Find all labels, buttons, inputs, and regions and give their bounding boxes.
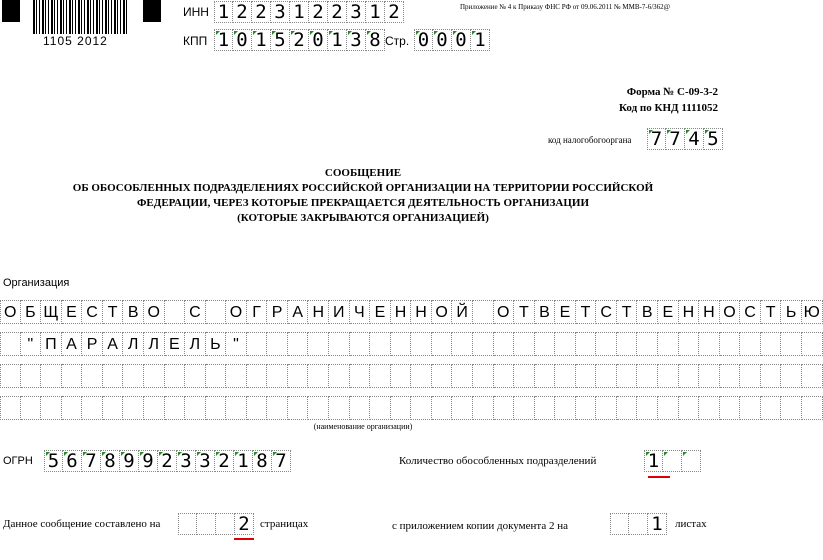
pagescnt-cell[interactable] bbox=[178, 513, 197, 535]
kpp-cell[interactable]: 2 bbox=[290, 29, 309, 51]
org1-cell[interactable] bbox=[658, 332, 679, 356]
ogrn-cell[interactable]: 6 bbox=[63, 450, 82, 472]
inn-cell[interactable]: 2 bbox=[252, 1, 271, 23]
org3-cell[interactable] bbox=[165, 396, 186, 420]
org3-cell[interactable] bbox=[637, 396, 658, 420]
org2-cell[interactable] bbox=[206, 364, 227, 388]
org1-cell[interactable] bbox=[802, 332, 823, 356]
title-line-1: СООБЩЕНИЕ bbox=[324, 167, 402, 179]
org3-cell[interactable] bbox=[781, 396, 802, 420]
org2-cell[interactable] bbox=[555, 364, 576, 388]
org0-cell[interactable]: Б bbox=[21, 300, 42, 324]
pageno-cell[interactable]: 0 bbox=[414, 29, 433, 51]
org2-cell[interactable] bbox=[62, 364, 83, 388]
org1-cell[interactable] bbox=[350, 332, 371, 356]
org1-cell[interactable] bbox=[617, 332, 638, 356]
org3-cell[interactable] bbox=[267, 396, 288, 420]
org1-cell[interactable] bbox=[452, 332, 473, 356]
subdivisions-label: Количество обособленных подразделений bbox=[399, 455, 597, 467]
org3-cell[interactable] bbox=[494, 396, 515, 420]
org0-cell[interactable]: Т bbox=[761, 300, 782, 324]
org3-cell[interactable] bbox=[0, 396, 21, 420]
org2-cell[interactable] bbox=[165, 364, 186, 388]
org3-cell[interactable] bbox=[411, 396, 432, 420]
org3-cell[interactable] bbox=[329, 396, 350, 420]
kpp-cells[interactable] bbox=[214, 29, 385, 51]
attach-cell[interactable] bbox=[629, 513, 648, 535]
subdiv-cell[interactable] bbox=[682, 450, 701, 472]
pagescnt-cell[interactable] bbox=[216, 513, 235, 535]
tax-authority-cells[interactable] bbox=[647, 128, 723, 150]
org3-cell[interactable] bbox=[576, 396, 597, 420]
kpp-cell[interactable]: 0 bbox=[309, 29, 328, 51]
org0-cell[interactable]: Е bbox=[658, 300, 679, 324]
org2-cell[interactable] bbox=[41, 364, 62, 388]
org3-cell[interactable] bbox=[226, 396, 247, 420]
appendix-note: Приложение № 4 к Приказу ФНС РФ от 09.06.2011 № ММВ-7-6/362@ bbox=[460, 3, 671, 11]
org0-cell[interactable] bbox=[165, 300, 186, 324]
org1-cell[interactable] bbox=[576, 332, 597, 356]
org3-cell[interactable] bbox=[288, 396, 309, 420]
org3-cell[interactable] bbox=[391, 396, 412, 420]
org2-cell[interactable] bbox=[391, 364, 412, 388]
inn-cell[interactable]: 2 bbox=[309, 1, 328, 23]
kpp-cell[interactable]: 1 bbox=[252, 29, 271, 51]
kpp-cell[interactable]: 1 bbox=[214, 29, 233, 51]
org2-cell[interactable] bbox=[432, 364, 453, 388]
attachments-label: с приложением копии документа 2 на bbox=[392, 520, 568, 532]
org3-cell[interactable] bbox=[658, 396, 679, 420]
org2-cell[interactable] bbox=[247, 364, 268, 388]
org1-cell[interactable] bbox=[288, 332, 309, 356]
org3-cell[interactable] bbox=[247, 396, 268, 420]
org1-cell[interactable] bbox=[308, 332, 329, 356]
form-number: Форма № С-09-3-2 bbox=[626, 86, 718, 98]
org3-cell[interactable] bbox=[370, 396, 391, 420]
ogrn-cell[interactable]: 8 bbox=[101, 450, 120, 472]
org2-cell[interactable] bbox=[0, 364, 21, 388]
tax-cell[interactable]: 5 bbox=[704, 128, 723, 150]
org3-cell[interactable] bbox=[514, 396, 535, 420]
org0-cell[interactable]: Т bbox=[514, 300, 535, 324]
org2-cell[interactable] bbox=[185, 364, 206, 388]
form-ids bbox=[619, 84, 718, 116]
kpp-cell[interactable]: 5 bbox=[271, 29, 290, 51]
title-line-2: ОБ ОБОСОБЛЕННЫХ ПОДРАЗДЕЛЕНИЯХ РОССИЙСКОЙ ОРГАНИЗАЦИИ НА ТЕРРИТОРИИ РОССИЙСКОЙ bbox=[72, 182, 654, 194]
org2-cell[interactable] bbox=[535, 364, 556, 388]
org0-cell[interactable]: О bbox=[494, 300, 515, 324]
pages-label: Данное сообщение составлено на bbox=[3, 518, 161, 530]
org2-cell[interactable] bbox=[144, 364, 165, 388]
document-title bbox=[0, 166, 726, 226]
subdiv-cell[interactable] bbox=[663, 450, 682, 472]
org0-cell[interactable]: Г bbox=[247, 300, 268, 324]
org3-cell[interactable] bbox=[144, 396, 165, 420]
inn-cell[interactable]: 3 bbox=[347, 1, 366, 23]
inn-cell[interactable]: 1 bbox=[290, 1, 309, 23]
org2-cell[interactable] bbox=[411, 364, 432, 388]
barcode bbox=[33, 0, 129, 48]
pagescnt-cell[interactable]: 2 bbox=[235, 513, 254, 535]
org0-cell[interactable]: О bbox=[720, 300, 741, 324]
org3-cell[interactable] bbox=[308, 396, 329, 420]
org0-cell[interactable]: О bbox=[432, 300, 453, 324]
org0-cell[interactable]: Щ bbox=[41, 300, 62, 324]
ogrn-cell[interactable]: 7 bbox=[82, 450, 101, 472]
org2-cell[interactable] bbox=[452, 364, 473, 388]
ogrn-cell[interactable]: 2 bbox=[158, 450, 177, 472]
org3-cell[interactable] bbox=[679, 396, 700, 420]
attach-cell[interactable] bbox=[610, 513, 629, 535]
org0-cell[interactable] bbox=[206, 300, 227, 324]
inn-cell[interactable]: 2 bbox=[385, 1, 404, 23]
org2-cell[interactable] bbox=[514, 364, 535, 388]
kpp-cell[interactable]: 8 bbox=[366, 29, 385, 51]
org0-cell[interactable]: Н bbox=[308, 300, 329, 324]
org1-cell[interactable] bbox=[247, 332, 268, 356]
organization-row-1[interactable] bbox=[0, 300, 823, 324]
org3-cell[interactable] bbox=[720, 396, 741, 420]
org1-cell[interactable]: Е bbox=[165, 332, 186, 356]
org1-cell[interactable] bbox=[432, 332, 453, 356]
org0-cell[interactable]: Н bbox=[411, 300, 432, 324]
org3-cell[interactable] bbox=[617, 396, 638, 420]
org2-cell[interactable] bbox=[658, 364, 679, 388]
org3-cell[interactable] bbox=[555, 396, 576, 420]
org2-cell[interactable] bbox=[637, 364, 658, 388]
pages-underline bbox=[234, 538, 254, 540]
org3-cell[interactable] bbox=[350, 396, 371, 420]
attachments-suffix: листах bbox=[675, 518, 707, 530]
pageno-cell[interactable]: 1 bbox=[471, 29, 490, 51]
org3-cell[interactable] bbox=[535, 396, 556, 420]
org2-cell[interactable] bbox=[82, 364, 103, 388]
ogrn-cell[interactable]: 3 bbox=[196, 450, 215, 472]
org1-cell[interactable]: Л bbox=[123, 332, 144, 356]
organization-caption: (наименование организации) bbox=[313, 422, 413, 431]
tax-cell[interactable]: 4 bbox=[685, 128, 704, 150]
org3-cell[interactable] bbox=[596, 396, 617, 420]
org0-cell[interactable]: Н bbox=[391, 300, 412, 324]
org0-cell[interactable]: Т bbox=[103, 300, 124, 324]
subdivisions-cells[interactable] bbox=[644, 450, 701, 472]
org2-cell[interactable] bbox=[576, 364, 597, 388]
org2-cell[interactable] bbox=[740, 364, 761, 388]
kpp-cell[interactable]: 1 bbox=[328, 29, 347, 51]
organization-label: Организация bbox=[3, 277, 70, 289]
org3-cell[interactable] bbox=[21, 396, 42, 420]
org1-cell[interactable] bbox=[761, 332, 782, 356]
org3-cell[interactable] bbox=[473, 396, 494, 420]
org0-cell[interactable]: Ч bbox=[350, 300, 371, 324]
org3-cell[interactable] bbox=[761, 396, 782, 420]
org3-cell[interactable] bbox=[123, 396, 144, 420]
ogrn-cell[interactable]: 9 bbox=[120, 450, 139, 472]
org1-cell[interactable] bbox=[740, 332, 761, 356]
org1-cell[interactable]: А bbox=[62, 332, 83, 356]
org1-cell[interactable] bbox=[596, 332, 617, 356]
org2-cell[interactable] bbox=[226, 364, 247, 388]
org2-cell[interactable] bbox=[494, 364, 515, 388]
kpp-cell[interactable]: 3 bbox=[347, 29, 366, 51]
org0-cell[interactable] bbox=[473, 300, 494, 324]
subdiv-cell[interactable]: 1 bbox=[644, 450, 663, 472]
org1-cell[interactable] bbox=[267, 332, 288, 356]
ogrn-cell[interactable]: 2 bbox=[215, 450, 234, 472]
ogrn-cell[interactable]: 1 bbox=[234, 450, 253, 472]
organization-row-4[interactable] bbox=[0, 396, 823, 420]
org3-cell[interactable] bbox=[740, 396, 761, 420]
org0-cell[interactable]: В bbox=[535, 300, 556, 324]
inn-cells[interactable] bbox=[214, 1, 404, 23]
ogrn-cell[interactable]: 9 bbox=[139, 450, 158, 472]
org1-cell[interactable] bbox=[370, 332, 391, 356]
org0-cell[interactable]: Е bbox=[62, 300, 83, 324]
org1-cell[interactable]: А bbox=[103, 332, 124, 356]
ogrn-cell[interactable]: 5 bbox=[44, 450, 63, 472]
org1-cell[interactable] bbox=[391, 332, 412, 356]
org2-cell[interactable] bbox=[596, 364, 617, 388]
org0-cell[interactable]: А bbox=[288, 300, 309, 324]
pageno-cell[interactable]: 0 bbox=[433, 29, 452, 51]
org0-cell[interactable]: Т bbox=[576, 300, 597, 324]
org0-cell[interactable]: Е bbox=[370, 300, 391, 324]
org1-cell[interactable] bbox=[473, 332, 494, 356]
org3-cell[interactable] bbox=[82, 396, 103, 420]
org1-cell[interactable] bbox=[637, 332, 658, 356]
ogrn-cells[interactable] bbox=[44, 450, 291, 472]
barcode-bars bbox=[33, 0, 129, 34]
org2-cell[interactable] bbox=[123, 364, 144, 388]
org2-cell[interactable] bbox=[617, 364, 638, 388]
inn-label: ИНН bbox=[183, 5, 209, 19]
org0-cell[interactable]: Й bbox=[452, 300, 473, 324]
org1-cell[interactable] bbox=[555, 332, 576, 356]
org3-cell[interactable] bbox=[802, 396, 823, 420]
inn-cell[interactable]: 2 bbox=[233, 1, 252, 23]
org3-cell[interactable] bbox=[432, 396, 453, 420]
ogrn-cell[interactable]: 3 bbox=[177, 450, 196, 472]
org1-cell[interactable]: " bbox=[226, 332, 247, 356]
org1-cell[interactable] bbox=[781, 332, 802, 356]
corner-marker-right bbox=[143, 0, 161, 22]
org3-cell[interactable] bbox=[206, 396, 227, 420]
org3-cell[interactable] bbox=[41, 396, 62, 420]
org3-cell[interactable] bbox=[699, 396, 720, 420]
org3-cell[interactable] bbox=[62, 396, 83, 420]
org0-cell[interactable]: О bbox=[226, 300, 247, 324]
attachments-cells[interactable] bbox=[610, 513, 667, 535]
org1-cell[interactable] bbox=[329, 332, 350, 356]
subdivisions-underline bbox=[648, 476, 670, 478]
pages-suffix: страницах bbox=[260, 518, 309, 530]
pages-cells[interactable] bbox=[178, 513, 254, 535]
tax-cell[interactable]: 7 bbox=[666, 128, 685, 150]
org1-cell[interactable]: Р bbox=[82, 332, 103, 356]
inn-cell[interactable]: 1 bbox=[366, 1, 385, 23]
org0-cell[interactable]: Е bbox=[555, 300, 576, 324]
pageno-cell[interactable]: 0 bbox=[452, 29, 471, 51]
org2-cell[interactable] bbox=[308, 364, 329, 388]
org0-cell[interactable]: О bbox=[144, 300, 165, 324]
org0-cell[interactable]: Ю bbox=[802, 300, 823, 324]
org2-cell[interactable] bbox=[679, 364, 700, 388]
org2-cell[interactable] bbox=[781, 364, 802, 388]
attach-cell[interactable]: 1 bbox=[648, 513, 667, 535]
org2-cell[interactable] bbox=[473, 364, 494, 388]
org2-cell[interactable] bbox=[267, 364, 288, 388]
page-label: Стр. bbox=[385, 34, 410, 48]
org1-cell[interactable] bbox=[411, 332, 432, 356]
ogrn-cell[interactable]: 8 bbox=[253, 450, 272, 472]
org2-cell[interactable] bbox=[329, 364, 350, 388]
org3-cell[interactable] bbox=[103, 396, 124, 420]
org2-cell[interactable] bbox=[288, 364, 309, 388]
org2-cell[interactable] bbox=[103, 364, 124, 388]
title-line-3: ФЕДЕРАЦИИ, ЧЕРЕЗ КОТОРЫЕ ПРЕКРАЩАЕТСЯ ДЕЯТЕЛЬНОСТЬ ОРГАНИЗАЦИИ bbox=[136, 197, 589, 209]
organization-row-3[interactable] bbox=[0, 364, 823, 388]
org0-cell[interactable]: В bbox=[637, 300, 658, 324]
inn-cell[interactable]: 1 bbox=[214, 1, 233, 23]
org0-cell[interactable]: Ь bbox=[781, 300, 802, 324]
title-line-4: (КОТОРЫЕ ЗАКРЫВАЮТСЯ ОРГАНИЗАЦИЕЙ) bbox=[237, 212, 489, 224]
org1-cell[interactable] bbox=[535, 332, 556, 356]
org0-cell[interactable]: Н bbox=[679, 300, 700, 324]
org0-cell[interactable]: С bbox=[596, 300, 617, 324]
ogrn-label: ОГРН bbox=[3, 455, 33, 467]
tax-cell[interactable]: 7 bbox=[647, 128, 666, 150]
org0-cell[interactable]: С bbox=[740, 300, 761, 324]
org2-cell[interactable] bbox=[350, 364, 371, 388]
inn-cell[interactable]: 3 bbox=[271, 1, 290, 23]
org1-cell[interactable]: Ь bbox=[206, 332, 227, 356]
org0-cell[interactable]: Н bbox=[699, 300, 720, 324]
org1-cell[interactable]: Л bbox=[144, 332, 165, 356]
org0-cell[interactable]: С bbox=[82, 300, 103, 324]
org2-cell[interactable] bbox=[370, 364, 391, 388]
tax-authority-label: код налогобогооргана bbox=[548, 135, 632, 145]
pagescnt-cell[interactable] bbox=[197, 513, 216, 535]
org3-cell[interactable] bbox=[185, 396, 206, 420]
knd-code: Код по КНД 1111052 bbox=[618, 102, 718, 114]
org1-cell[interactable] bbox=[699, 332, 720, 356]
org0-cell[interactable]: С bbox=[185, 300, 206, 324]
page-number-cells[interactable] bbox=[414, 29, 490, 51]
org0-cell[interactable]: В bbox=[123, 300, 144, 324]
org0-cell[interactable]: Р bbox=[267, 300, 288, 324]
organization-row-2[interactable] bbox=[0, 332, 823, 356]
org1-cell[interactable]: П bbox=[41, 332, 62, 356]
kpp-label: КПП bbox=[183, 34, 208, 48]
org2-cell[interactable] bbox=[761, 364, 782, 388]
org0-cell[interactable]: И bbox=[329, 300, 350, 324]
corner-marker-left bbox=[2, 0, 20, 22]
org1-cell[interactable] bbox=[679, 332, 700, 356]
org2-cell[interactable] bbox=[21, 364, 42, 388]
ogrn-cell[interactable]: 7 bbox=[272, 450, 291, 472]
org1-cell[interactable]: " bbox=[21, 332, 42, 356]
org2-cell[interactable] bbox=[802, 364, 823, 388]
barcode-number: 1105 2012 bbox=[43, 34, 108, 48]
org2-cell[interactable] bbox=[720, 364, 741, 388]
org1-cell[interactable] bbox=[0, 332, 21, 356]
org3-cell[interactable] bbox=[452, 396, 473, 420]
org1-cell[interactable] bbox=[494, 332, 515, 356]
org1-cell[interactable] bbox=[720, 332, 741, 356]
org1-cell[interactable]: Л bbox=[185, 332, 206, 356]
inn-cell[interactable]: 2 bbox=[328, 1, 347, 23]
org0-cell[interactable]: О bbox=[0, 300, 21, 324]
org0-cell[interactable]: Т bbox=[617, 300, 638, 324]
org2-cell[interactable] bbox=[699, 364, 720, 388]
org1-cell[interactable] bbox=[514, 332, 535, 356]
kpp-cell[interactable]: 0 bbox=[233, 29, 252, 51]
